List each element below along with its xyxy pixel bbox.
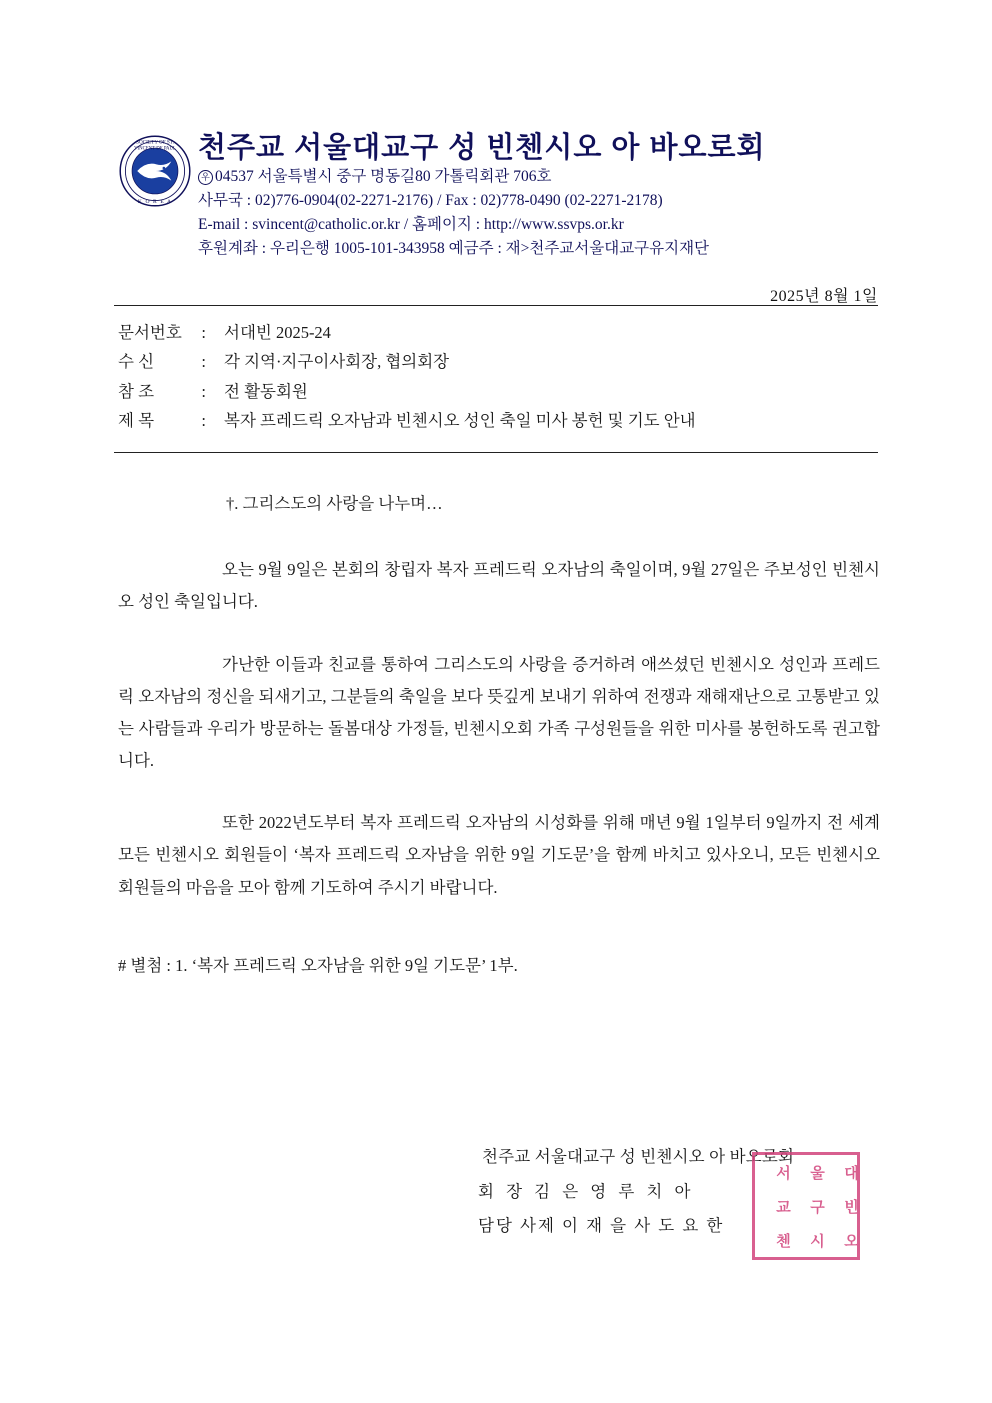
meta-label: 참 조 : bbox=[118, 381, 206, 401]
letterhead bbox=[118, 132, 878, 261]
meta-value: 전 활동회원 bbox=[224, 381, 308, 401]
ssvp-logo-icon bbox=[118, 134, 192, 208]
signature-block bbox=[430, 1140, 900, 1244]
greeting-line: †. 그리스도의 사랑을 나누며… bbox=[226, 494, 443, 513]
meta-row bbox=[118, 351, 878, 373]
address-text: 04537 서울특별시 중구 명동길80 가톨릭회관 706호 bbox=[215, 168, 552, 186]
seal-char: 오 bbox=[842, 1232, 858, 1248]
svg-text:VINCENT DE PAUL: VINCENT DE PAUL bbox=[134, 146, 176, 152]
meta-label: 수 신 : bbox=[118, 352, 206, 372]
seal-char: 첸 bbox=[774, 1232, 790, 1248]
meta-label: 제 목 : bbox=[118, 410, 206, 430]
meta-row bbox=[118, 322, 878, 344]
phone-line: 사무국 : 02)776-0904(02-2271-2176) / Fax : 02)778-0490 (02-2271-2178) bbox=[198, 192, 663, 210]
seal-char: 교 bbox=[774, 1198, 790, 1214]
attachment-note: # 별첨 : 1. ‘복자 프레드릭 오자남을 위한 9일 기도문’ 1부. bbox=[118, 955, 518, 975]
body-paragraph-3: 또한 2022년도부터 복자 프레드릭 오자남의 시성화를 위해 매년 9월 1일부터 9일까지 전 세계 모든 빈첸시오 회원들이 ‘복자 프레드릭 오자남을 위한 9일 기도문’을 함께 바치고 있사오니, 모든 빈첸시오 회원들의 마음을 모아 함께 기도하여 주시기 바랍니다. bbox=[118, 813, 880, 897]
divider-top bbox=[114, 305, 878, 306]
signature-organization: 천주교 서울대교구 성 빈첸시오 아 바오로회 bbox=[482, 1147, 795, 1166]
document-body bbox=[118, 488, 880, 982]
seal-char: 서 bbox=[774, 1164, 790, 1180]
email-line: E-mail : svincent@catholic.or.kr / 홈페이지 : http://www.ssvps.or.kr bbox=[198, 216, 624, 234]
meta-label: 문서번호 : bbox=[118, 323, 206, 342]
svg-text:K O R E A: K O R E A bbox=[137, 198, 173, 205]
svg-text:SOCIETY OF ST.: SOCIETY OF ST. bbox=[136, 139, 174, 146]
meta-value: 서대빈 2025-24 bbox=[224, 323, 331, 342]
seal-char: 빈 bbox=[842, 1198, 858, 1214]
body-paragraph-1: 오는 9월 9일은 본회의 창립자 복자 프레드릭 오자남의 축일이며, 9월 27일은 주보성인 빈첸시오 성인 축일입니다. bbox=[118, 560, 880, 612]
seal-char: 대 bbox=[842, 1164, 858, 1180]
organization-title: 천주교 서울대교구 성 빈첸시오 아 바오로회 bbox=[198, 132, 766, 164]
signature-president: 회 장 김 은 영 루 치 아 bbox=[478, 1181, 695, 1201]
meta-row bbox=[118, 410, 878, 432]
postal-mark-icon: 우 bbox=[198, 170, 213, 185]
document-date: 2025년 8월 1일 bbox=[770, 288, 878, 305]
divider-bottom bbox=[114, 452, 878, 453]
meta-value: 복자 프레드릭 오자남과 빈첸시오 성인 축일 미사 봉헌 및 기도 안내 bbox=[224, 410, 696, 430]
address-line bbox=[198, 165, 878, 189]
account-line: 후원계좌 : 우리은행 1005-101-343958 예금주 : 재>천주교서울대교구유지재단 bbox=[198, 240, 710, 258]
meta-row bbox=[118, 381, 878, 403]
meta-value: 각 지역·지구이사회장, 협의회장 bbox=[224, 352, 450, 372]
body-paragraph-2: 가난한 이들과 친교를 통하여 그리스도의 사랑을 증거하려 애쓰셨던 빈첸시오 성인과 프레드릭 오자남의 정신을 되새기고, 그분들의 축일을 보다 뜻깊게 보내기 위하여 전쟁과 재해재난으로 고통받고 있는 사람들과 우리가 방문하는 돌봄대상 가정들, 빈첸시오회 가족 구성원들을 위한 미사를 봉헌하도록 권고합니다. bbox=[118, 654, 880, 771]
seal-char: 울 bbox=[808, 1164, 824, 1180]
document-meta bbox=[118, 322, 878, 439]
seal-char: 시 bbox=[808, 1232, 824, 1248]
seal-char: 구 bbox=[808, 1198, 824, 1214]
signature-chaplain: 담당 사제 이 재 을 사 도 요 한 bbox=[478, 1216, 725, 1236]
